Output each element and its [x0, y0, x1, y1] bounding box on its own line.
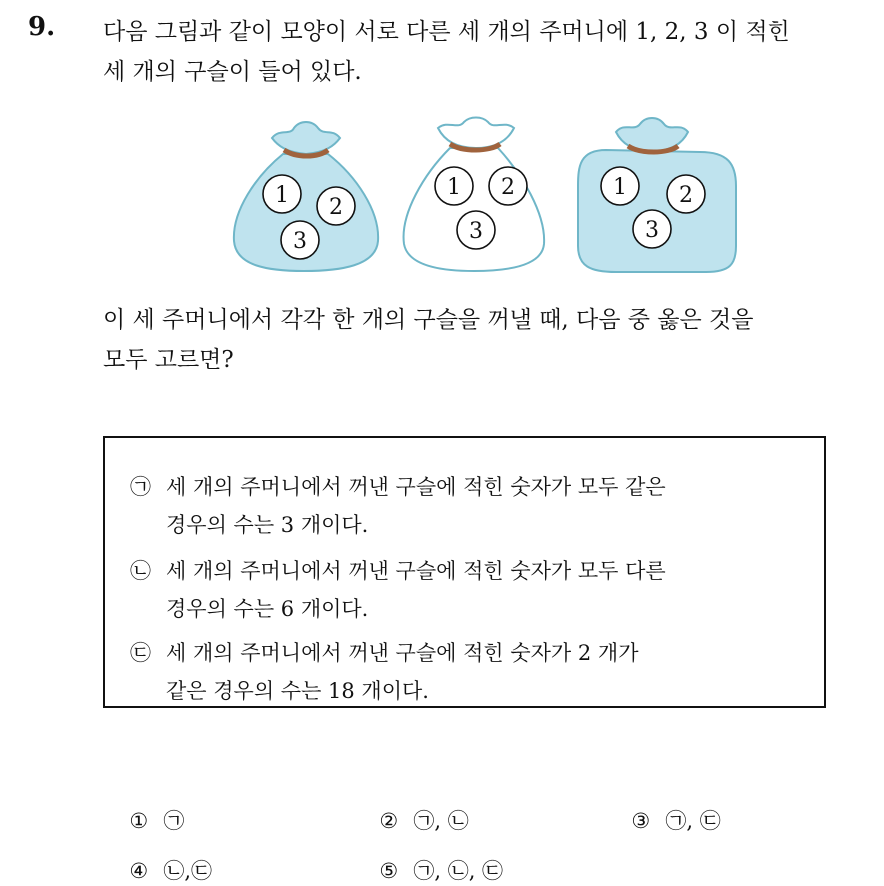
stem-line-2: 세 개의 구슬이 들어 있다.: [103, 59, 362, 85]
choice-3-number: ③: [631, 809, 651, 833]
statement-3-line-2: 같은 경우의 수는 18 개이다.: [166, 679, 429, 703]
prompt-line-1: 이 세 주머니에서 각각 한 개의 구슬을 꺼낼 때, 다음 중 옳은 것을: [103, 307, 754, 333]
choice-2-text: ㉠, ㉡: [413, 809, 469, 833]
bag-2-top: [438, 118, 514, 149]
bag-1-top: [272, 122, 340, 154]
choice-5-text: ㉠, ㉡, ㉢: [413, 859, 504, 883]
statement-3: [130, 634, 830, 710]
choice-5-number: ⑤: [379, 859, 399, 883]
statement-2-line-2: 경우의 수는 6 개이다.: [166, 597, 369, 621]
bag-2-label-1: 1: [447, 175, 461, 200]
statement-3-mark: ㉢: [130, 641, 151, 665]
bag-1-label-2: 2: [329, 195, 343, 220]
choice-4[interactable]: [116, 826, 212, 886]
choice-1-text: ㉠: [163, 809, 185, 833]
choice-3[interactable]: [618, 776, 721, 836]
bag-3-label-2: 2: [679, 183, 693, 208]
prompt-line-2: 모두 고르면?: [103, 347, 234, 373]
bag-1-label-3: 3: [293, 229, 307, 254]
question-number: 9.: [28, 12, 56, 42]
statement-2-line-1: 세 개의 주머니에서 꺼낸 구슬에 적힌 숫자가 모두 다른: [166, 559, 666, 583]
question-prompt: [103, 300, 873, 380]
statement-1-line-2: 경우의 수는 3 개이다.: [166, 513, 369, 537]
choice-2-number: ②: [379, 809, 399, 833]
bag-2-body: [404, 148, 545, 271]
bag-3-label-1: 1: [613, 175, 627, 200]
bag-3-label-3: 3: [645, 218, 659, 243]
bags-figure: [228, 116, 744, 276]
bags-illustration: [228, 116, 744, 276]
statement-3-line-1: 세 개의 주머니에서 꺼낸 구슬에 적힌 숫자가 2 개가: [166, 641, 639, 665]
question-stem: [103, 12, 873, 92]
statement-1-line-1: 세 개의 주머니에서 꺼낸 구슬에 적힌 숫자가 모두 같은: [166, 475, 666, 499]
statement-2-mark: ㉡: [130, 559, 151, 583]
choice-3-text: ㉠, ㉢: [665, 809, 721, 833]
bag-2-label-3: 3: [469, 219, 483, 244]
stem-line-1: 다음 그림과 같이 모양이 서로 다른 세 개의 주머니에 1, 2, 3 이 적힌: [103, 19, 790, 45]
bag-2-label-2: 2: [501, 175, 515, 200]
bag-1-label-1: 1: [275, 183, 289, 208]
choice-4-number: ④: [129, 859, 149, 883]
choice-5[interactable]: [366, 826, 503, 886]
bag-1: [234, 122, 378, 271]
choice-1-number: ①: [129, 809, 149, 833]
bag-3: [578, 118, 736, 272]
bag-2: [404, 118, 545, 272]
statement-1: [130, 468, 830, 544]
choice-4-text: ㉡,㉢: [163, 859, 213, 883]
statement-1-mark: ㉠: [130, 475, 151, 499]
statement-2: [130, 552, 830, 628]
